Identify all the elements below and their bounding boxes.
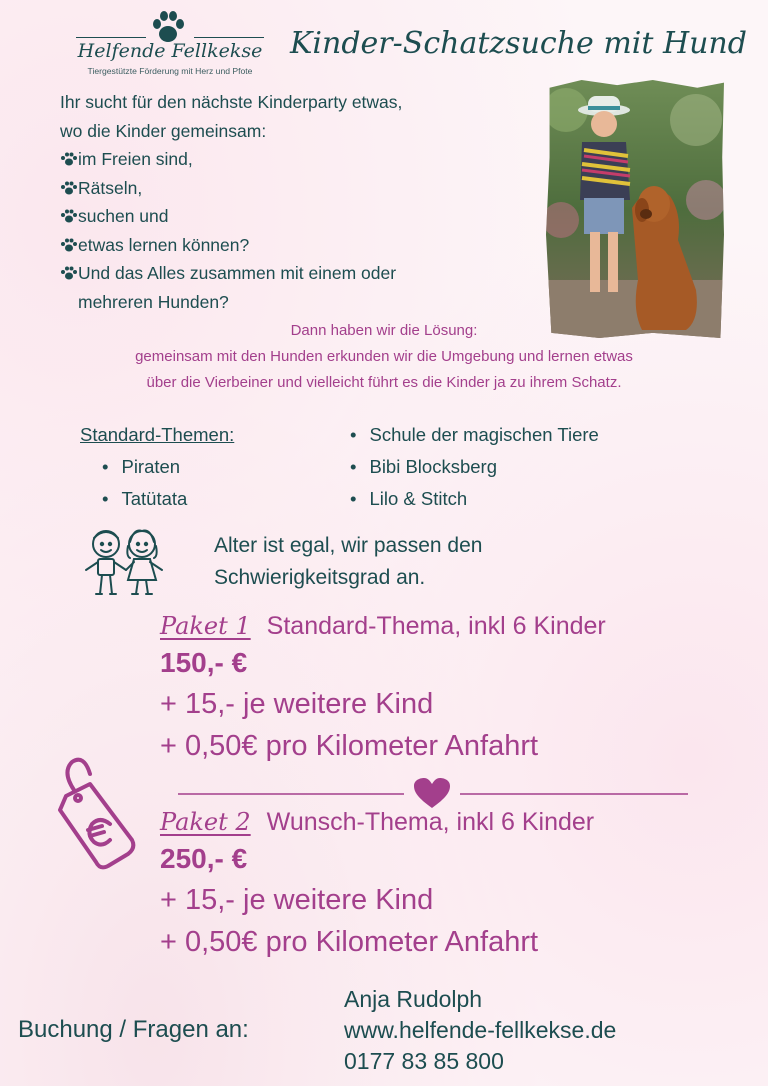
intro-bullet [60,259,530,288]
logo-line-left [76,37,146,38]
intro-bullet [60,202,530,231]
logo-brand: Helfende Fellkekse [77,40,263,62]
heart-icon [414,778,450,808]
paket-2-label: Paket 2 [160,808,251,836]
paw-bullet-icon [60,209,78,223]
age-line-2: Schwierigkeitsgrad an. [214,566,426,589]
contact-info [344,984,616,1077]
age-line-1: Alter ist egal, wir passen den [214,534,483,557]
intro-bullet-text: etwas lernen können? [78,234,250,255]
solution-line-1: Dann haben wir die Lösung: [290,322,478,339]
paket-1-extra-km: + 0,50€ pro Kilometer Anfahrt [160,730,539,762]
theme-item: • Piraten [102,456,180,478]
paket-2-price: 250,- € [160,843,248,874]
logo-tagline: Tiergestützte Förderung mit Herz und Pfote [87,66,253,76]
theme-item: • Bibi Blocksberg [350,456,497,478]
paw-bullet-icon [60,238,78,252]
logo [72,10,268,80]
contact-name: Anja Rudolph [344,986,483,1012]
contact-label: Buchung / Fragen an: [18,1016,249,1043]
intro-bullet-text: Rätseln, [78,177,143,198]
euro-price-tag-icon [56,754,140,872]
paket-1-price: 150,- € [160,647,248,678]
paket-2-extra-child: + 15,- je weitere Kind [160,884,434,916]
paket-2 [160,808,594,963]
theme-item: • Schule der magischen Tiere [350,424,599,446]
age-text [214,530,482,594]
logo-line-right [194,37,264,38]
contact-phone[interactable]: 0177 83 85 800 [344,1048,504,1074]
intro-bullet-text: suchen und [78,206,169,226]
paket-1-extra-child: + 15,- je weitere Kind [160,688,434,720]
solution-text [0,318,768,396]
intro-bullet [60,174,530,203]
heart-divider [178,776,688,812]
solution-line-2: gemeinsam mit den Hunden erkunden wir die Umgebung und lernen etwas [135,348,633,365]
photo-child-with-dog [546,80,724,338]
intro-line-2: wo die Kinder gemeinsam: [60,120,267,141]
intro-text [60,88,530,316]
intro-bullet [60,231,530,260]
paket-2-extra-km: + 0,50€ pro Kilometer Anfahrt [160,926,539,958]
contact-website-link[interactable]: www.helfende-fellkekse.de [344,1017,617,1043]
kids-icon [78,526,170,600]
paket-2-theme: Wunsch-Thema, inkl 6 Kinder [266,808,595,836]
paket-1 [160,612,606,767]
theme-item: • Tatütata [102,488,187,510]
paw-bullet-icon [60,152,78,166]
intro-line-1: Ihr sucht für den nächste Kinderparty etwas, [60,92,403,112]
paw-bullet-icon [60,266,78,280]
page-title: Kinder-Schatzsuche mit Hund [290,26,747,61]
theme-item: • Lilo & Stitch [350,488,467,510]
paw-icon [150,10,186,44]
themes-header: Standard-Themen: [80,424,235,445]
themes-section [80,424,730,524]
solution-line-3: über die Vierbeiner und vielleicht führt es die Kinder ja zu ihrem Schatz. [146,374,622,391]
intro-bullet [60,145,530,174]
intro-bullet-continuation: mehreren Hunden? [78,291,229,312]
intro-bullet-text: im Freien sind, [78,149,193,169]
paket-1-theme: Standard-Thema, inkl 6 Kinder [266,612,606,640]
paket-1-label: Paket 1 [160,612,251,640]
paw-bullet-icon [60,181,78,195]
intro-bullet-text: Und das Alles zusammen mit einem oder [78,263,397,283]
